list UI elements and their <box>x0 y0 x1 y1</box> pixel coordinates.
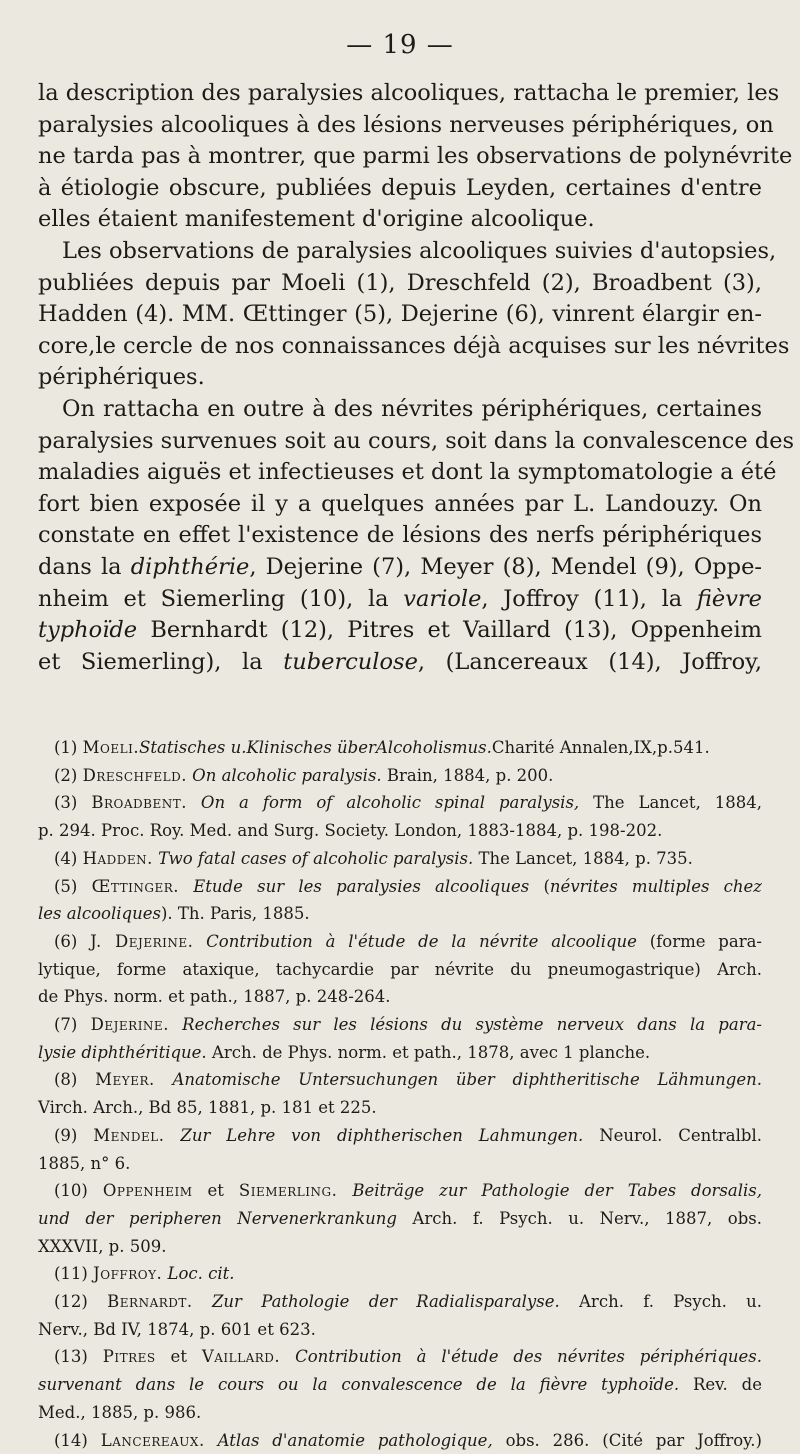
body-line: publiées depuis par Moeli (1), Dreschfeld (2), Broadbent (3), <box>38 269 762 296</box>
footnote-title: und der peripheren Nervenerkrankung <box>38 1208 397 1228</box>
footnote-title: Contribution à l'étude des névrites périphériques. <box>280 1347 762 1367</box>
footnote-title: survenant dans le cours ou la convalescence de la fièvre typhoïde. <box>38 1375 680 1395</box>
body-line: On rattacha en outre à des névrites périphériques, certaines <box>62 395 762 422</box>
text-run: et Siemerling), la <box>38 648 284 675</box>
footnote-title: lysie diphthéritique. <box>38 1042 207 1062</box>
footnote-number: (12) <box>54 1292 108 1312</box>
body-line: périphériques. <box>38 364 205 391</box>
footnote-number: (8) <box>54 1070 96 1090</box>
footnote-7-cont <box>38 1039 762 1067</box>
page-number: — 19 — <box>346 30 454 60</box>
footnote-conjunction: et <box>155 1347 202 1367</box>
footnote-source: Charité Annalen,IX,p.541. <box>491 738 710 757</box>
footnote-author: Dreschfeld. <box>82 765 187 785</box>
body-line: la description des paralysies alcooliques, rattacha le premier, les <box>38 80 780 106</box>
footnote-title: On a form of alcoholic spinal paralysis, <box>186 793 580 813</box>
text-run: , (Lancereaux (14), Joffroy, <box>417 648 762 675</box>
body-text <box>38 78 795 678</box>
footnote-title: Two fatal cases of alcoholic paralysis. <box>152 848 474 868</box>
italic-term: tuberculose <box>283 648 418 675</box>
footnote-title: névrites multiples chez <box>549 876 762 896</box>
footnote-source: Arch. f. Psych. u. <box>559 1292 762 1312</box>
footnote-author: Hadden. <box>82 848 153 868</box>
footnote-4 <box>38 845 762 873</box>
footnote-author: Lancereaux. <box>100 1430 205 1450</box>
footnote-author: Broadbent. <box>91 793 187 813</box>
footnote-number: (5) <box>54 876 92 896</box>
body-line: à étiologie obscure, publiées depuis Leyden, certaines d'entre <box>38 174 762 201</box>
italic-term: diphthérie <box>130 553 250 580</box>
footnote-number: (1) <box>54 738 83 757</box>
footnote-8 <box>38 1066 762 1094</box>
footnote-number: (3) <box>54 793 92 813</box>
footnote-number: (4) <box>54 848 83 868</box>
body-line: Hadden (4). MM. Œttinger (5), Dejerine (6), vinrent élargir en- <box>38 301 762 328</box>
footnote-source: The Lancet, 1884, <box>579 793 763 813</box>
footnote-author: Joffroy. <box>93 1264 163 1284</box>
footnote-7 <box>38 1011 762 1039</box>
footnote-author: Oppenheim <box>102 1181 193 1201</box>
footnote-author: Œttinger. <box>91 876 179 896</box>
footnote-title: Statisches u.Klinisches überAlcoholismus. <box>139 738 492 757</box>
body-line: fort bien exposée il y a quelques années par L. Landouzy. On <box>38 490 762 517</box>
footnote-number: (9) <box>54 1125 94 1145</box>
footnote-author: Dejerine. <box>90 1015 169 1035</box>
footnote-title: On alcoholic paralysis. <box>186 765 382 785</box>
footnote-9-cont: 1885, n° 6. <box>38 1153 131 1173</box>
footnote-title: Zur Lehre von diphtherischen Lahmungen. <box>164 1125 584 1145</box>
footnote-source: The Lancet, 1884, p. 735. <box>473 848 693 868</box>
footnote-author: Vaillard. <box>201 1347 281 1367</box>
footnote-number: (6) <box>54 931 91 951</box>
footnote-number: (13) <box>54 1347 103 1367</box>
footnote-11 <box>38 1260 762 1288</box>
footnote-1 <box>38 734 762 762</box>
footnotes <box>38 734 762 1454</box>
footnote-12-cont: Nerv., Bd IV, 1874, p. 601 et 623. <box>38 1319 316 1339</box>
footnote-6-cont: lytique, forme ataxique, tachycardie par névrite du pneumogastrique) Arch. <box>38 959 762 979</box>
body-line <box>38 647 762 679</box>
footnote-6-cont: de Phys. norm. et path., 1887, p. 248-264. <box>38 987 391 1007</box>
footnote-author: Pitres <box>102 1347 156 1367</box>
footnote-source: Arch. de Phys. norm. et path., 1878, avec 1 planche. <box>206 1042 651 1062</box>
footnote-5-cont <box>38 900 762 928</box>
body-line: ne tarda pas à montrer, que parmi les observations de polynévrite <box>38 143 793 170</box>
body-line <box>38 584 762 616</box>
footnote-title: Atlas d'anatomie pathologique, <box>204 1430 493 1450</box>
text-run: nheim et Siemerling (10), la <box>38 585 404 612</box>
text-run: , Dejerine (7), Meyer (8), Mendel (9), Oppe- <box>249 553 762 580</box>
text-run: Bernhardt (12), Pitres et Vaillard (13), Oppenheim <box>137 617 762 644</box>
footnote-title: les alcooliques <box>38 904 161 924</box>
footnote-author: Bernardt. <box>107 1292 193 1312</box>
footnote-number: (2) <box>54 765 83 785</box>
footnote-number: (7) <box>54 1015 91 1035</box>
footnote-source: ). Th. Paris, 1885. <box>160 904 310 924</box>
body-line: constate en effet l'existence de lésions des nerfs périphériques <box>38 522 762 549</box>
footnote-title: Beiträge zur Pathologie der Tabes dorsalis, <box>337 1181 762 1201</box>
footnote-number: (10) <box>54 1181 103 1201</box>
italic-term: variole <box>403 585 482 612</box>
footnote-author: Mendel. <box>93 1125 165 1145</box>
footnote-title: Contribution à l'étude de la névrite alcoolique <box>193 931 637 951</box>
body-line <box>38 615 762 647</box>
text-run: , Joffroy (11), la <box>481 585 697 612</box>
footnote-source: Brain, 1884, p. 200. <box>381 765 554 785</box>
footnote-author: Moeli. <box>82 738 140 757</box>
footnote-10-cont: XXXVII, p. 509. <box>38 1236 167 1256</box>
footnote-number: (14) <box>54 1430 101 1450</box>
footnote-10 <box>38 1177 762 1205</box>
text-run: dans la <box>38 553 131 580</box>
footnote-6 <box>38 928 762 956</box>
italic-term: typhoïde <box>38 617 138 644</box>
body-line: maladies aiguës et infectieuses et dont la symptomatologie a été <box>38 459 777 486</box>
footnote-source: obs. 286. (Cité par Joffroy.) <box>492 1430 762 1450</box>
footnote-3-cont: p. 294. Proc. Roy. Med. and Surg. Society. London, 1883-1884, p. 198-202. <box>38 821 663 841</box>
footnote-source: ( <box>529 876 550 896</box>
footnote-8-cont: Virch. Arch., Bd 85, 1881, p. 181 et 225. <box>38 1098 377 1118</box>
footnote-title: Recherches sur les lésions du système nerveux dans la para- <box>168 1015 762 1035</box>
body-line: paralysies alcooliques à des lésions nerveuses périphériques, on <box>38 111 774 138</box>
footnote-conjunction: et <box>192 1181 239 1201</box>
footnote-author: J. Dejerine. <box>90 931 194 951</box>
footnote-number: (11) <box>54 1264 94 1284</box>
footnote-2 <box>38 762 762 790</box>
footnote-5 <box>38 873 762 901</box>
footnote-title: Etude sur les paralysies alcooliques <box>179 876 530 896</box>
body-line <box>38 552 762 584</box>
italic-term: fièvre <box>696 585 762 612</box>
footnote-source: Neurol. Centralbl. <box>583 1125 762 1145</box>
footnote-9 <box>38 1122 762 1150</box>
footnote-12 <box>38 1288 762 1316</box>
footnote-title: Zur Pathologie der Radialisparalyse. <box>192 1292 560 1312</box>
footnote-14 <box>38 1427 762 1454</box>
footnote-3 <box>38 789 762 817</box>
footnote-source: (forme para- <box>636 931 762 951</box>
body-line: core,le cercle de nos connaissances déjà acquises sur les névrites <box>38 332 790 359</box>
body-line: Les observations de paralysies alcooliques suivies d'autopsies, <box>62 237 777 264</box>
footnote-13-cont: Med., 1885, p. 986. <box>38 1402 202 1422</box>
footnote-title: Loc. cit. <box>162 1264 235 1284</box>
footnote-source: Arch. f. Psych. u. Nerv., 1887, obs. <box>396 1208 763 1228</box>
footnote-13 <box>38 1343 762 1371</box>
body-line: paralysies survenues soit au cours, soit dans la convalescence des <box>38 427 795 454</box>
footnote-author: Siemerling. <box>238 1181 338 1201</box>
footnote-title: Anatomische Untersuchungen über diphtheritische Lähmungen. <box>154 1070 762 1090</box>
footnote-author: Meyer. <box>95 1070 155 1090</box>
footnote-10-cont <box>38 1205 762 1233</box>
footnote-13-cont <box>38 1371 762 1399</box>
footnote-source: Rev. de <box>679 1375 762 1395</box>
body-line: elles étaient manifestement d'origine alcoolique. <box>38 206 595 233</box>
